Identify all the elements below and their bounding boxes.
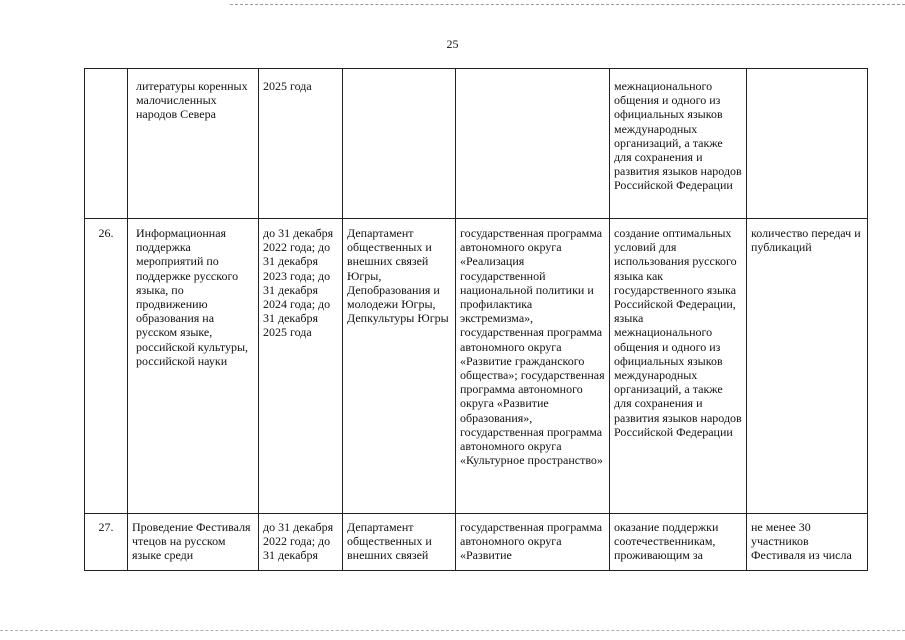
cell-indicator: количество передач и публикаций	[747, 219, 868, 514]
cell-num: 27.	[85, 514, 128, 571]
scan-bottom-edge	[0, 630, 905, 631]
cell-indicator	[747, 69, 868, 219]
cell-result: создание оптимальных условий для использования русского языка как государственного языка Российской Федерации, языка межнационального общения и одного из официальных языков международных организаций, а также для сохранения и развития языков народов Российской Федерации	[610, 219, 747, 514]
cell-program: государственная программа автономного округа «Развитие	[456, 514, 610, 571]
page-number: 25	[446, 37, 459, 51]
cell-result: оказание поддержки соотечественникам, проживающим за	[610, 514, 747, 571]
table-row	[85, 69, 868, 219]
measures-table	[84, 68, 868, 571]
cell-executor: Департамент общественных и внешних связей	[343, 514, 456, 571]
cell-num	[85, 69, 128, 219]
scan-top-edge	[230, 4, 905, 5]
cell-deadline: 2025 года	[259, 69, 343, 219]
cell-deadline: до 31 декабря 2022 года; до 31 декабря 2023 года; до 31 декабря 2024 года; до 31 декабря 2025 года	[259, 219, 343, 514]
cell-deadline: до 31 декабря 2022 года; до 31 декабря	[259, 514, 343, 571]
cell-program: государственная программа автономного округа «Реализация государственной национальной политики и профилактика экстремизма», государственная программа автономного округа «Развитие гражданского общества»; государственная программа автономного округа «Развитие образования», государственная программа автономного округа «Культурное пространство»	[456, 219, 610, 514]
cell-program	[456, 69, 610, 219]
cell-measure: литературы коренных малочисленных народов Севера	[128, 69, 259, 219]
table-row	[85, 514, 868, 571]
cell-measure: Проведение Фестиваля чтецов на русском языке среди	[128, 514, 259, 571]
cell-num: 26.	[85, 219, 128, 514]
table-row	[85, 219, 868, 514]
cell-executor: Департамент общественных и внешних связей Югры, Депобразования и молодежи Югры, Депкультуры Югры	[343, 219, 456, 514]
cell-indicator: не менее 30 участников Фестиваля из числа	[747, 514, 868, 571]
cell-measure: Информационная поддержка мероприятий по поддержке русского языка, по продвижению образования на русском языке, российской культуры, российской науки	[128, 219, 259, 514]
cell-result: межнационального общения и одного из официальных языков международных организаций, а также для сохранения и развития языков народов Российской Федерации	[610, 69, 747, 219]
cell-executor	[343, 69, 456, 219]
